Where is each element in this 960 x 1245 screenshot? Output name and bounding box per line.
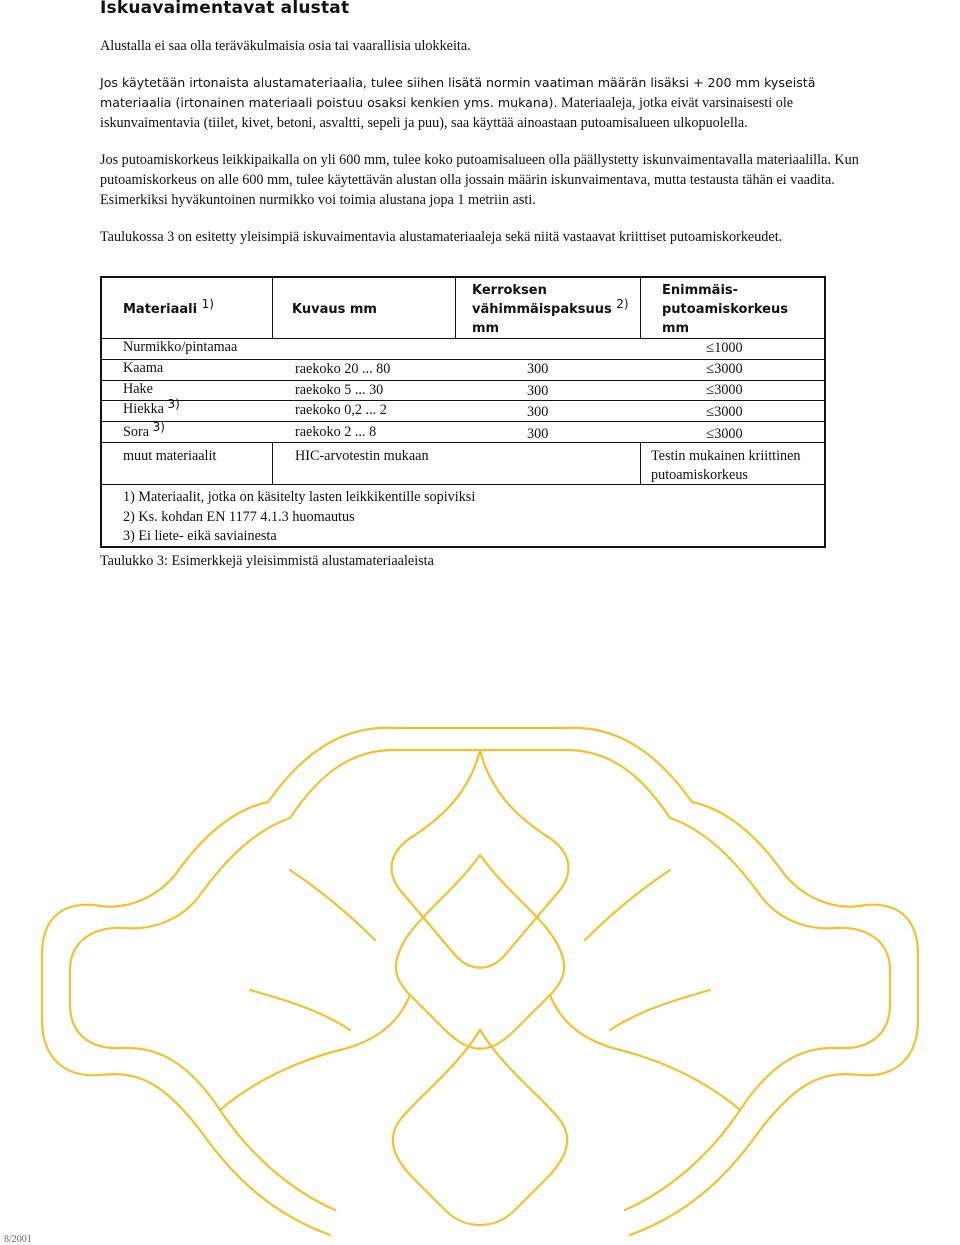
cell-height-line2: putoamiskorkeus (651, 467, 748, 483)
ornament-top-band-inner (290, 750, 670, 818)
cell-height-value: 3000 (714, 404, 743, 420)
ornament-left-lobe (42, 802, 330, 1235)
footnote-2 (123, 507, 355, 527)
page-footer: 8/2001 (4, 1234, 32, 1245)
cell-height-value: 1000 (714, 340, 743, 356)
paragraph-sharp-parts: Alustalla ei saa olla teräväkulmaisia osia tai vaarallisia ulokkeita. (100, 38, 471, 54)
cell-height (706, 359, 743, 379)
cell-material: Hake (123, 381, 153, 397)
cell-height-value: 3000 (714, 382, 743, 398)
decorative-ornament (0, 690, 960, 1245)
cell-height (706, 402, 743, 422)
ornament-middle-diamond (396, 855, 564, 1049)
table-border-right (824, 276, 826, 548)
header-material-footnote: 1) (201, 297, 214, 311)
header-thickness-line1: Kerroksen (472, 283, 547, 298)
header-height-line3: mm (662, 321, 690, 336)
header-thickness-line2 (472, 297, 629, 319)
footnote-number: 3) (123, 528, 135, 544)
header-thickness-footnote: 2) (616, 297, 629, 311)
cell-material-label: Hiekka (123, 401, 164, 417)
cell-thickness: 300 (527, 404, 549, 420)
ornament-rib-right-low (610, 990, 710, 1030)
ornament-right-lobe (630, 802, 918, 1235)
cell-material: Nurmikko/pintamaa (123, 339, 238, 355)
footnote-3 (123, 526, 277, 546)
header-height-line1: Enimmäis- (662, 283, 739, 298)
header-description: Kuvaus mm (292, 302, 377, 317)
paragraph-table-intro: Taulukossa 3 on esitetty yleisimpiä iskuvaimentavia alustamateriaaleja sekä niitä vastaavat kriittiset putoamiskorkeudet. (100, 229, 783, 245)
cell-height-value: 3000 (714, 426, 743, 442)
ornament-left-lobe-inner (70, 818, 335, 1210)
cell-height-value: 3000 (714, 361, 743, 377)
ornament-top-band-outer (268, 728, 692, 802)
cell-material: Kaama (123, 360, 164, 376)
paragraph-loose-material (100, 73, 860, 133)
table-row-line (100, 400, 826, 401)
footnote-number: 1) (123, 489, 135, 505)
ornament-rib-left-low (250, 990, 350, 1030)
table-last-row-divider-2 (640, 442, 641, 484)
cell-description: HIC-arvotestin mukaan (295, 448, 429, 464)
cell-height (706, 338, 743, 358)
ornament-bottom-diamond (393, 1030, 567, 1225)
header-material (123, 297, 214, 319)
footnote-text: Materiaalit, jotka on käsitelty lasten leikkikentille sopiviksi (138, 489, 476, 505)
cell-material (123, 399, 180, 419)
ornament-center-diamond (392, 750, 569, 968)
header-height-line2: putoamiskorkeus (662, 302, 788, 317)
le-symbol: ≤ (706, 382, 715, 398)
cell-height (706, 380, 743, 400)
header-material-label: Materiaali (123, 302, 198, 317)
paragraph-fall-height: Jos putoamiskorkeus leikkipaikalla on yli 600 mm, tulee koko putoamisalueen olla päällystetty iskunvaimentavalla materiaalilla. Kun putoamiskorkeus on alle 600 mm, tulee käytettävän alustan olla jossain määrin iskunvaimentava, mutta testausta tähän ei vaadita. Esimerkiksi hyväkuntoinen nurmikko voi toimia alustana jopa 1 metriin asti. (100, 152, 859, 208)
cell-description: raekoko 5 ... 30 (295, 382, 384, 398)
table-border-top (100, 276, 826, 278)
table-last-row-divider-1 (272, 442, 273, 484)
cell-material-label: Sora (123, 424, 150, 440)
paragraph-loose-material-a: Jos käytetään irtonaista alustamateriaalia, tulee siihen lisätä normin vaatiman määrän lisäksi + 200 mm kyseistä materiaalia (irtonainen materiaali poistuu osaksi kenkien yms. mukana). (100, 75, 816, 110)
le-symbol: ≤ (706, 340, 715, 356)
cell-material-footnote: 3) (167, 397, 180, 411)
footnote-1 (123, 487, 475, 507)
table-border-bottom (100, 546, 826, 548)
paragraph-loose-material-b: Materiaaleja, jotka eivät varsinaisesti ole iskunvaimentavia (tiilet, kivet, betoni, asvaltti, sepeli ja puu), saa käyttää ainoastaan putoamisalueen ulkopuolella. (100, 95, 794, 131)
cell-height-line1: Testin mukainen kriittinen (651, 448, 801, 464)
le-symbol: ≤ (706, 426, 715, 442)
cell-thickness: 300 (527, 361, 549, 377)
ornament-rib-right (585, 870, 670, 940)
table-col-divider-2 (455, 276, 456, 338)
cell-material-footnote: 3) (152, 420, 165, 434)
header-thickness-label: vähimmäispaksuus (472, 302, 612, 317)
cell-height (706, 424, 743, 444)
cell-description: raekoko 0,2 ... 2 (295, 402, 387, 418)
table-caption: Taulukko 3: Esimerkkejä yleisimmistä alustamateriaaleista (100, 553, 434, 569)
footnote-text: Ks. kohdan EN 1177 4.1.3 huomautus (138, 509, 355, 525)
cell-description: raekoko 20 ... 80 (295, 361, 391, 377)
cell-material: muut materiaalit (123, 448, 217, 464)
page-title: Iskuavaimentavat alustat (100, 0, 350, 18)
ornament-right-lobe-inner (625, 818, 890, 1210)
cell-thickness: 300 (527, 426, 549, 442)
ornament-rib-left (290, 870, 375, 940)
table-border-left (100, 276, 102, 548)
le-symbol: ≤ (706, 404, 715, 420)
le-symbol: ≤ (706, 361, 715, 377)
table-col-divider-1 (272, 276, 273, 338)
footnote-number: 2) (123, 509, 135, 525)
footnote-text: Ei liete- eikä saviainesta (138, 528, 277, 544)
materials-table (100, 276, 826, 548)
cell-description: raekoko 2 ... 8 (295, 424, 377, 440)
table-col-divider-3 (640, 276, 641, 338)
cell-material (123, 422, 165, 442)
header-thickness-line3: mm (472, 321, 500, 336)
cell-thickness: 300 (527, 383, 549, 399)
